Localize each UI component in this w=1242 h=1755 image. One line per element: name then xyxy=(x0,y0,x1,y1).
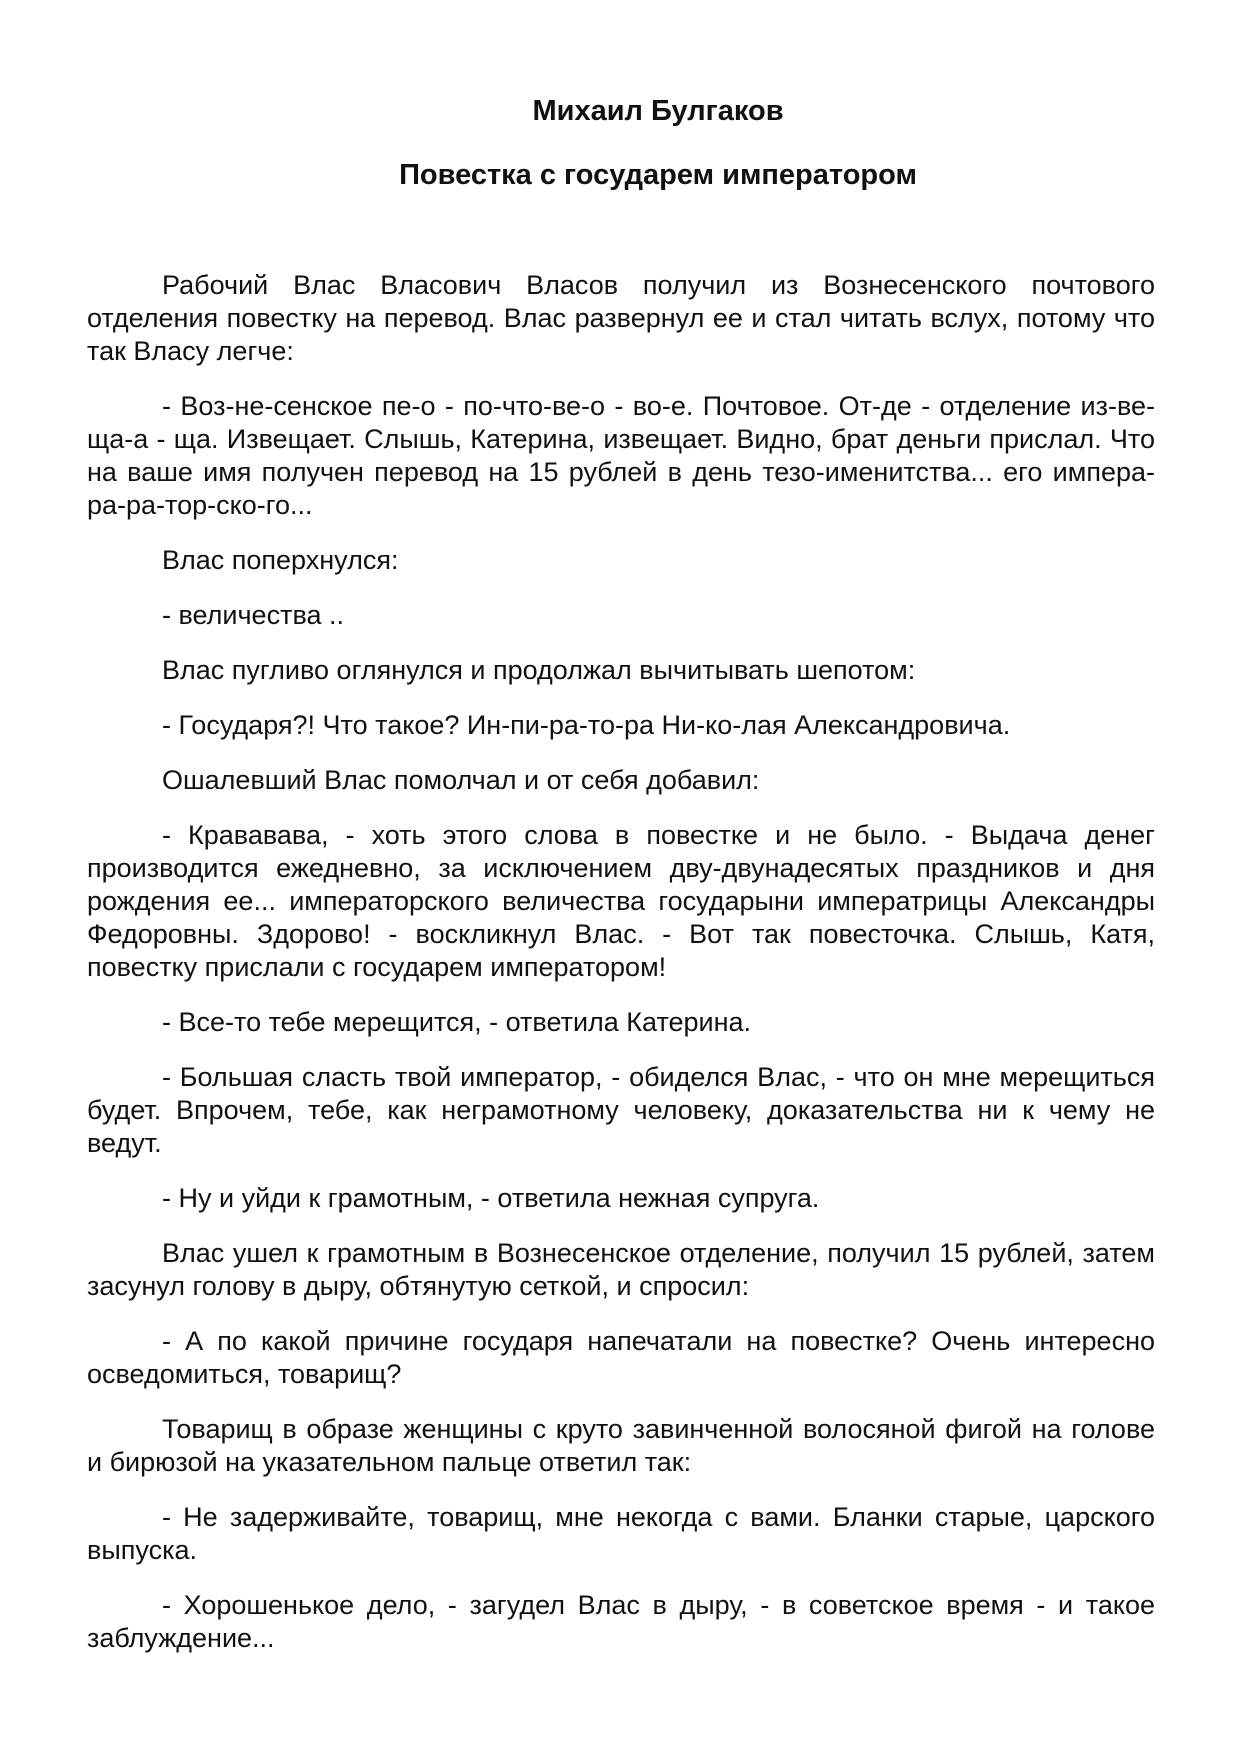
paragraph: - величества .. xyxy=(162,600,344,630)
paragraph: Ошалевший Влас помолчал и от себя добавил: xyxy=(162,765,760,795)
paragraph: Влас поперхнулся: xyxy=(162,545,399,575)
paragraph: Товарищ в образе женщины с круто завинченной волосяной фигой на голове и бирюзой на указательном пальце ответил так: xyxy=(87,1414,1155,1477)
paragraph: - Большая сласть твой император, - обиделся Влас, - что он мне мерещиться будет. Впрочем, тебе, как неграмотному человеку, доказательства ни к чему не ведут. xyxy=(87,1062,1155,1158)
paragraph: - Крававава, - хоть этого слова в повестке и не было. - Выдача денег производится ежедневно, за исключением дву-двунадесятых праздников и дня рождения ее... императорского величества государыни императрицы Александры Федоровны. Здорово! - воскликнул Влас. - Вот так повесточка. Слышь, Катя, повестку прислали с государем императором! xyxy=(87,820,1155,982)
paragraph: - А по какой причине государя напечатали на повестке? Очень интересно осведомиться, товарищ? xyxy=(87,1326,1155,1389)
paragraph: - Государя?! Что такое? Ин-пи-ра-то-ра Ни-ко-лая Александровича. xyxy=(162,710,1011,740)
paragraph: - Не задерживайте, товарищ, мне некогда с вами. Бланки старые, царского выпуска. xyxy=(87,1502,1155,1565)
story-body xyxy=(87,269,1155,1677)
story-title: Повестка с государем императором xyxy=(399,159,917,191)
paragraph: - Хорошенькое дело, - загудел Влас в дыру, - в советское время - и такое заблуждение... xyxy=(87,1590,1155,1653)
paragraph: Рабочий Влас Власович Власов получил из Вознесенского почтового отделения повестку на перевод. Влас развернул ее и стал читать вслух, потому что так Власу легче: xyxy=(87,270,1155,366)
paragraph: - Все-то тебе мерещится, - ответила Катерина. xyxy=(162,1007,752,1037)
paragraph: - Воз-не-сенское пе-о - по-что-ве-о - во-е. Почтовое. От-де - отделение из-ве-ща-а - ща. Извещает. Слышь, Катерина, извещает. Видно, брат деньги прислал. Что на ваше имя получен перевод на 15 рублей в день тезо-именитства... его импера-ра-ра-тор-ско-го... xyxy=(87,391,1155,520)
paragraph: Влас пугливо оглянулся и продолжал вычитывать шепотом: xyxy=(162,655,916,685)
paragraph: Влас ушел к грамотным в Вознесенское отделение, получил 15 рублей, затем засунул голову в дыру, обтянутую сеткой, и спросил: xyxy=(87,1238,1155,1301)
author-name: Михаил Булгаков xyxy=(532,95,784,127)
paragraph: - Ну и уйди к грамотным, - ответила нежная супруга. xyxy=(162,1183,820,1213)
